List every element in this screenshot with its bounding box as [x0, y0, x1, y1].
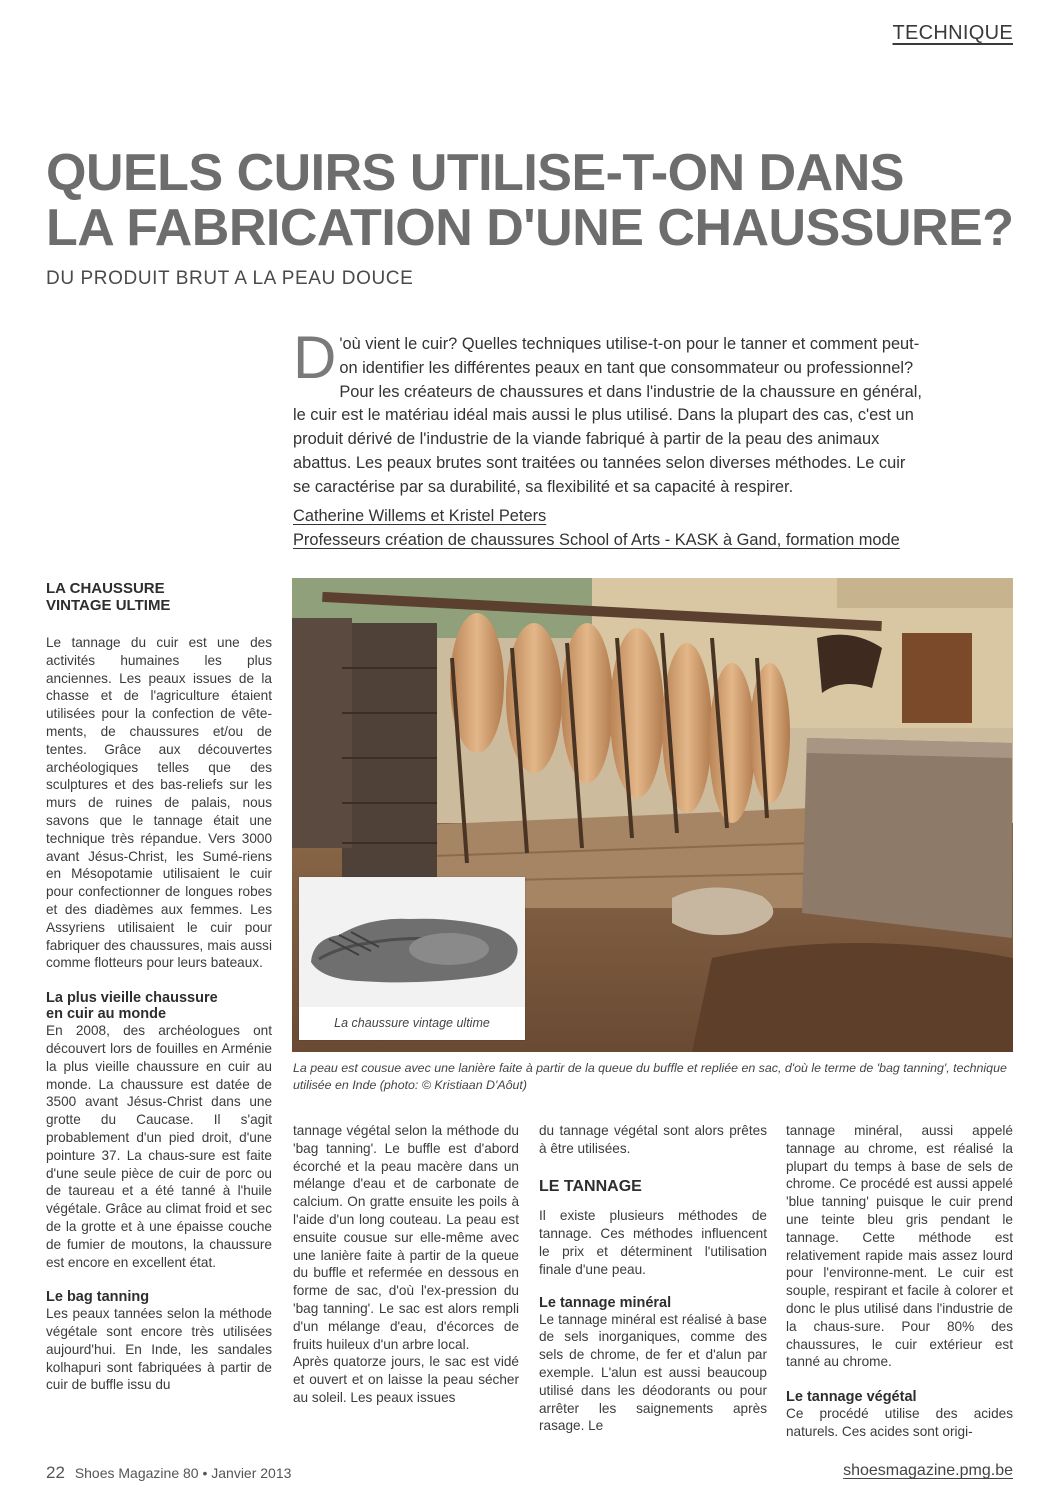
heading-mineral: Le tannage minéral — [539, 1294, 672, 1311]
page-number: 22 — [46, 1463, 65, 1482]
photo-caption: La peau est cousue avec une lanière faite à partir de la queue du buffle et repliée en sac, d'où le terme de 'bag tanning', technique utilisée en Inde (photo: © Kristiaan D'Aôut) — [293, 1061, 1007, 1092]
article-title — [46, 146, 1026, 256]
author-affiliation[interactable]: Professeurs création de chaussures School of Arts - KASK à Gand, formation mode — [293, 531, 900, 549]
heading-vintage — [46, 580, 272, 614]
heading-vintage-line-2: VINTAGE ULTIME — [46, 597, 171, 614]
paragraph-drying: Après quatorze jours, le sac est vidé et ouvert et on laisse la peau sécher au soleil. Les peaux issues — [293, 1354, 519, 1405]
column-1 — [46, 580, 272, 1394]
heading-vintage-line-1: LA CHAUSSURE — [46, 580, 165, 597]
column-3 — [539, 1122, 767, 1435]
website-link[interactable]: shoesmagazine.pmg.be — [843, 1462, 1013, 1479]
column-2 — [293, 1122, 519, 1407]
paragraph-mineral: Le tannage minéral est réalisé à base de sels inorganiques, comme des sels de chrome, de fer et d'alun par exemple. L'alun est aussi beaucoup utilisé dans les déodorants ou pour arrêter les saignements après rasage. Le — [539, 1311, 767, 1434]
inset-caption: La chaussure vintage ultime — [334, 1016, 490, 1030]
drop-cap: D — [293, 324, 337, 391]
footer-info — [46, 1463, 291, 1483]
title-line-2: LA FABRICATION D'UNE CHAUSSURE? — [46, 199, 1014, 257]
heading-oldest-line-2: en cuir au monde — [46, 1006, 167, 1023]
heading-oldest-line-1: La plus vieille chaussure — [46, 990, 218, 1007]
section-label: TECHNIQUE — [892, 22, 1013, 44]
inset-photo — [299, 877, 525, 1040]
column-4 — [786, 1122, 1013, 1441]
paragraph-ready: du tannage végétal sont alors prêtes à être utilisées. — [539, 1123, 767, 1156]
heading-oldest-shoe — [46, 990, 272, 1022]
intro-paragraph — [293, 324, 925, 500]
paragraph-chrome: tannage minéral, aussi appelé tannage au chrome, est réalisé la plupart du temps à base de sels de chrome. Ce procédé est aussi appelé 'blue tanning' puisque le cuir prend une teinte bleu gris pendant le tannage. Cette méthode est relativement rapide mais assez lourd pour l'environne-ment. Le cuir est souple, respirant et facile à colorer et donc le plus utilisé dans l'industrie de la chaus-sure. Pour 80% des chaussures, le cuir extérieur est tanné au chrome. — [786, 1123, 1013, 1370]
author-names[interactable]: Catherine Willems et Kristel Peters — [293, 507, 547, 525]
vintage-shoe-image — [299, 877, 525, 1007]
paragraph-vegetal: Ce procédé utilise des acides naturels. Ces acides sont origi- — [786, 1406, 1013, 1439]
article-subtitle: DU PRODUIT BRUT A LA PEAU DOUCE — [46, 268, 414, 289]
paragraph-history: Le tannage du cuir est une des activités humaines les plus anciennes. Les peaux issues de la chasse et de l'agriculture étaient utilisées pour la confection de vête-ments, de chaussures et/ou de tentes. Grâce aux découvertes archéologiques telles que des sculptures et des bas-reliefs sur les murs de ruines de palais, nous savons que le tannage était une technique très répandue. Vers 3000 avant Jésus-Christ, les Sumé-riens en Mésopotamie utilisaient le cuir pour confectionner de longues robes et des diadèmes aux femmes. Les Assyriens utilisaient le cuir pour fabriquer des chaussures, mais aussi comme flotteurs pour leurs bateaux. — [46, 635, 272, 971]
paragraph-oldest-shoe: En 2008, des archéologues ont découvert lors de fouilles en Arménie la plus vieille chaussure en cuir au monde. La chaussure est datée de 3500 avant Jésus-Christ dans une grotte du Caucase. Il s'agit probablement d'un pied droit, d'une pointure 37. La chaus-sure est faite d'une seule pièce de cuir de porc ou de taureau et a été tanné à l'huile végétale. Grâce au climat froid et sec de la grotte et à une épaisse couche de fumier de moutons, la chaussure est encore en excellent état. — [46, 1023, 272, 1270]
intro-text: 'où vient le cuir? Quelles techniques utilise-t-on pour le tanner et comment peut-on identifier les différentes peaux en tant que consommateur ou professionnel? Pour les créateurs de chaussures et dans l'industrie de la chaussure en général, le cuir est le matériau idéal mais aussi le plus utilisé. Dans la plupart des cas, c'est un produit dérivé de l'industrie de la viande fabriqué à partir de la peau des animaux abattus. Les peaux brutes sont traitées ou tannées selon diverses méthodes. Le cuir se caractérise par sa durabilité, sa flexibilité et sa capacité à respirer. — [293, 335, 922, 496]
heading-vegetal: Le tannage végétal — [786, 1389, 917, 1406]
magazine-issue: Shoes Magazine 80 • Janvier 2013 — [74, 1465, 292, 1481]
heading-tannage: LE TANNAGE — [539, 1177, 642, 1195]
title-line-1: QUELS CUIRS UTILISE-T-ON DANS — [46, 144, 904, 202]
paragraph-methods: Il existe plusieurs méthodes de tannage. Ces méthodes influencent le prix et déterminent l'utilisation finale d'une peau. — [539, 1208, 767, 1277]
paragraph-bag-tanning: Les peaux tannées selon la méthode végétale sont encore très utilisées aujourd'hui. En Inde, les sandales kolhapuri sont fabriquées à partir de cuir de buffle issu du — [46, 1306, 272, 1393]
paragraph-bag-process: tannage végétal selon la méthode du 'bag tanning'. Le buffle est d'abord écorché et la peau macère dans un mélange d'eau et de carbonate de calcium. On gratte ensuite les poils à l'aide d'un long couteau. La peau est ensuite cousue sur elle-même avec une lanière faite à partir de la queue du buffle et refermée en dessous en forme de sac, d'où l'ex-pression du 'bag tanning'. Le sac est alors rempli d'un mélange d'eau, d'écorces de fruits huileux d'un arbre local. — [293, 1123, 519, 1352]
heading-bag-tanning: Le bag tanning — [46, 1289, 150, 1306]
